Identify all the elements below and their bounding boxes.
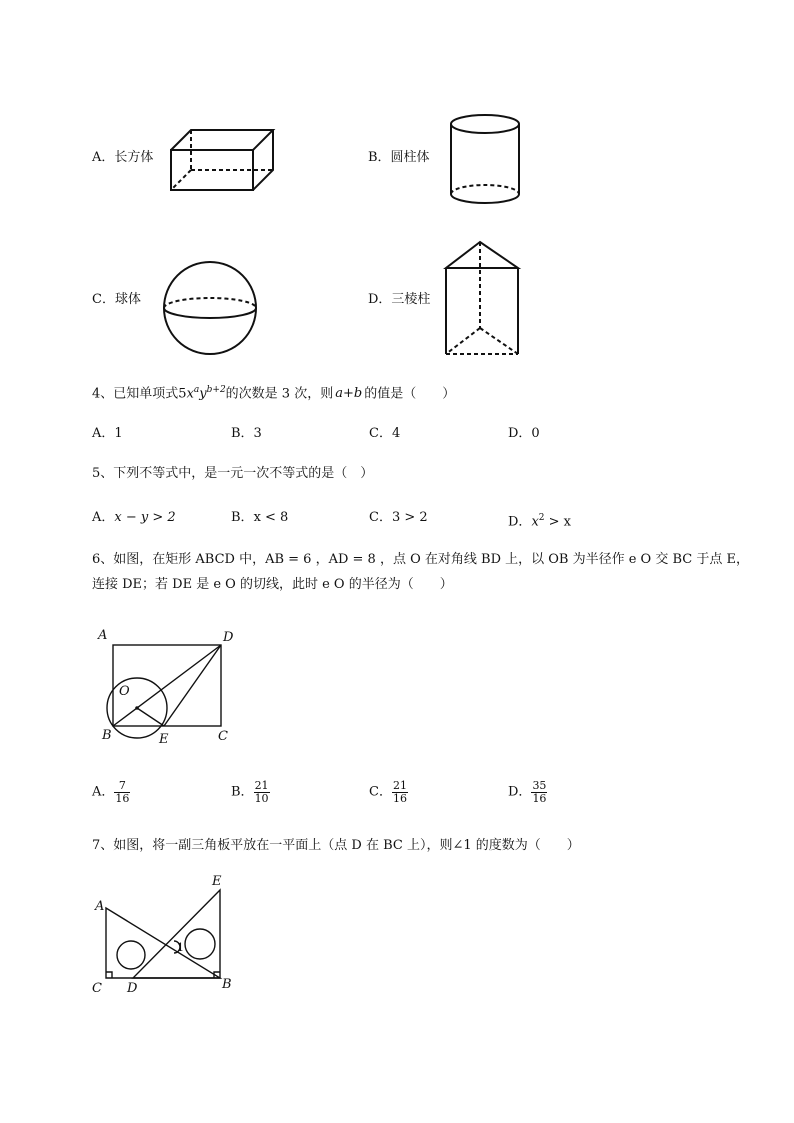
q6-option-b: [231, 780, 270, 805]
q6-stem-line2: 连接 DE；若 DE 是 e O 的切线，此时 e O 的半径为（ ）: [92, 577, 453, 592]
triangle-boards-figure: [88, 872, 248, 998]
q6-option-a-num: 7: [114, 780, 130, 793]
q5-option-d: [508, 510, 571, 530]
q4-option-a: A．1: [92, 426, 123, 441]
label-c-7: C: [92, 981, 102, 996]
q4-suffix: 的值是（ ）: [364, 386, 456, 402]
q6-option-b-fraction: [254, 780, 270, 805]
q5-option-b: [231, 510, 288, 526]
q5-option-b-label: B．: [231, 510, 254, 525]
q4-coef: 5: [178, 386, 187, 402]
q4-x: x: [186, 386, 194, 402]
q6-option-a-label: A．: [92, 784, 115, 800]
q6-option-a-fraction: [114, 780, 130, 805]
q4-expr: a+b: [335, 386, 363, 402]
q5-option-c-expr: 3 > 2: [391, 510, 428, 525]
rectangle-circle-figure: [92, 624, 252, 748]
q5-option-a: [92, 510, 176, 526]
q5-option-d-label: D．: [508, 514, 532, 530]
q6-option-a: [92, 780, 130, 805]
q4-stem: [92, 379, 455, 405]
q4-mid: 的次数是 3 次，则: [225, 386, 334, 402]
label-c: C: [218, 729, 228, 744]
q5-option-a-expr: x − y > 2: [114, 510, 176, 525]
label-e: E: [159, 732, 169, 747]
q6-option-c-den: 16: [392, 792, 407, 805]
q4-y: y: [199, 386, 207, 402]
label-d: D: [223, 630, 234, 645]
q3-option-c: C．球体: [92, 292, 141, 307]
q6-option-b-label: B．: [231, 784, 254, 800]
q3-option-d: D．三棱柱: [368, 292, 431, 307]
q5-option-d-base: x: [531, 514, 539, 530]
q6-option-c-num: 21: [392, 779, 407, 792]
q4-option-d: D．0: [508, 426, 540, 441]
q6-option-d-den: 16: [532, 792, 547, 805]
label-a: A: [98, 628, 108, 643]
q5-option-d-exp: 2: [538, 513, 545, 523]
triangular-prism-figure: [440, 238, 524, 360]
q5-option-c: [369, 510, 428, 526]
q6-option-d: [508, 780, 547, 805]
q4-x-exp: a: [193, 385, 200, 395]
q5-option-c-label: C．: [369, 510, 392, 525]
q6-option-c: [369, 780, 408, 805]
q6-option-d-fraction: [531, 780, 547, 805]
q4-option-c: C．4: [369, 426, 401, 441]
q6-stem-line1: 6、如图，在矩形 ABCD 中，AB = 6 ，AD = 8 ，点 O 在对角线 BD 上，以 OB 为半径作 e O 交 BC 于点 E，: [92, 552, 749, 567]
q4-y-exp: b+2: [206, 385, 226, 395]
q6-option-d-num: 35: [532, 779, 547, 792]
q6-option-c-fraction: [392, 780, 408, 805]
q6-option-a-den: 16: [115, 792, 130, 805]
cylinder-figure: [446, 112, 524, 208]
q6-option-c-label: C．: [369, 784, 392, 800]
angle-1-label: 1: [177, 941, 184, 954]
q3-option-b: B．圆柱体: [368, 150, 430, 165]
q5-option-b-expr: x < 8: [253, 510, 289, 525]
q7-stem: 7、如图，将一副三角板平放在一平面上（点 D 在 BC 上），则∠1 的度数为（ ）: [92, 838, 580, 853]
cuboid-figure: [168, 126, 276, 194]
q6-option-d-label: D．: [508, 784, 532, 800]
q4-prefix: 4、已知单项式: [92, 386, 179, 402]
label-o: O: [119, 684, 130, 699]
q5-stem: 5、下列不等式中，是一元一次不等式的是（ ）: [92, 466, 374, 481]
label-a-7: A: [95, 899, 105, 914]
q6-option-b-den: 10: [254, 792, 269, 805]
label-b: B: [102, 728, 112, 743]
q6-option-b-num: 21: [254, 779, 269, 792]
q5-option-d-rest: > x: [544, 514, 572, 530]
label-e-7: E: [212, 874, 222, 889]
label-d-7: D: [127, 981, 138, 996]
sphere-figure: [160, 260, 260, 356]
label-b-7: B: [222, 977, 232, 992]
q3-option-a: A．长方体: [92, 150, 154, 165]
q5-option-a-label: A．: [92, 510, 115, 525]
q4-option-b: B．3: [231, 426, 262, 441]
